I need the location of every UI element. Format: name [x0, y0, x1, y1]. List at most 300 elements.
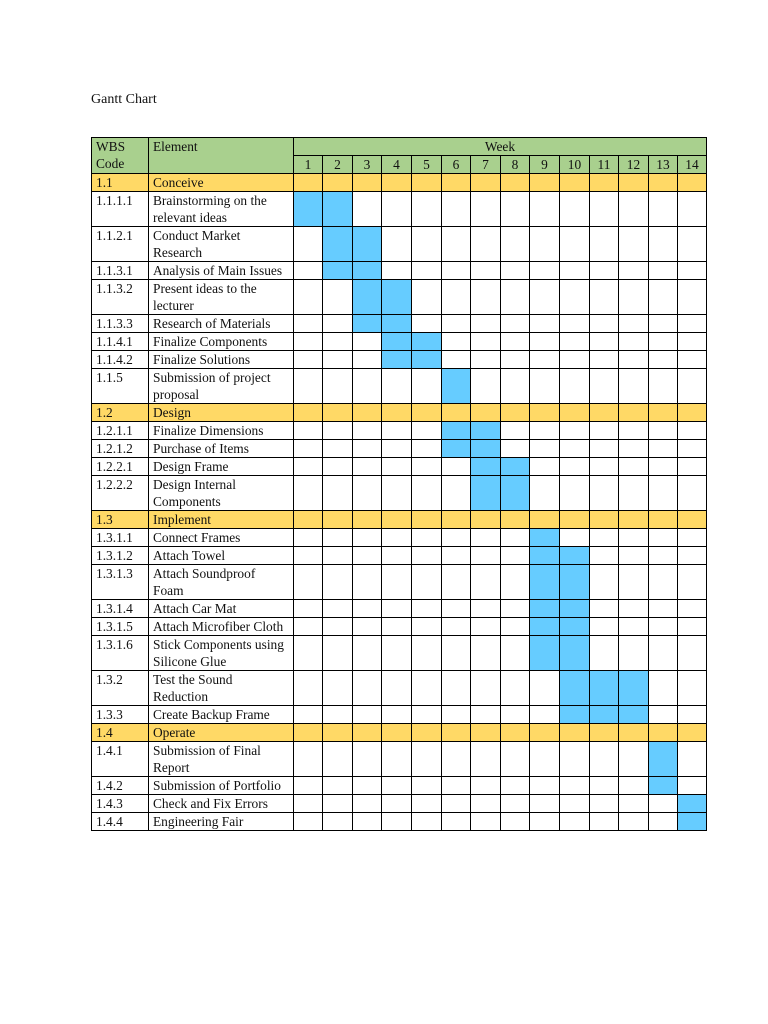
week-number-header: 10 [560, 156, 590, 174]
week-cell [323, 565, 353, 600]
week-cell [471, 404, 501, 422]
week-cell [471, 529, 501, 547]
week-cell [560, 262, 590, 280]
week-cell [590, 227, 619, 262]
week-cell [560, 280, 590, 315]
week-cell [678, 565, 707, 600]
week-cell [382, 636, 412, 671]
week-cell [590, 404, 619, 422]
week-cell [501, 795, 530, 813]
week-cell [530, 706, 560, 724]
week-cell [649, 547, 678, 565]
week-cell [412, 440, 442, 458]
week-cell [530, 192, 560, 227]
phase-row [92, 511, 707, 529]
week-cell [442, 565, 471, 600]
week-cell [560, 404, 590, 422]
week-cell [412, 476, 442, 511]
wbs-code-cell: 1.1.3.1 [92, 262, 149, 280]
week-cell [323, 315, 353, 333]
week-cell [353, 476, 382, 511]
week-cell [412, 315, 442, 333]
element-cell: Attach Soundproof Foam [149, 565, 294, 600]
week-cell [382, 174, 412, 192]
week-cell [382, 227, 412, 262]
week-cell [382, 369, 412, 404]
week-cell [382, 458, 412, 476]
element-cell: Submission of Portfolio [149, 777, 294, 795]
gantt-bar-cell [560, 565, 590, 600]
gantt-bar-cell [382, 351, 412, 369]
gantt-bar-cell [471, 476, 501, 511]
element-cell: Finalize Components [149, 333, 294, 351]
wbs-code-cell: 1.3.1.2 [92, 547, 149, 565]
task-row [92, 742, 707, 777]
week-cell [560, 813, 590, 831]
week-cell [619, 440, 649, 458]
week-cell [471, 742, 501, 777]
gantt-bar-cell [560, 600, 590, 618]
week-cell [353, 422, 382, 440]
week-cell [353, 636, 382, 671]
week-cell [323, 636, 353, 671]
week-cell [649, 262, 678, 280]
week-cell [471, 280, 501, 315]
week-cell [353, 547, 382, 565]
week-cell [619, 724, 649, 742]
wbs-code-cell: 1.1.3.2 [92, 280, 149, 315]
week-cell [353, 458, 382, 476]
gantt-bar-cell [530, 600, 560, 618]
week-number-header: 4 [382, 156, 412, 174]
week-cell [442, 777, 471, 795]
week-cell [412, 529, 442, 547]
week-cell [530, 404, 560, 422]
week-cell [590, 422, 619, 440]
wbs-code-cell: 1.3.2 [92, 671, 149, 706]
gantt-bar-cell [530, 529, 560, 547]
week-cell [323, 476, 353, 511]
week-cell [501, 192, 530, 227]
week-cell [678, 422, 707, 440]
week-cell [649, 636, 678, 671]
week-cell [294, 777, 323, 795]
week-number-header: 7 [471, 156, 501, 174]
gantt-bar-cell [382, 280, 412, 315]
week-cell [382, 192, 412, 227]
wbs-code-cell: 1.2.1.2 [92, 440, 149, 458]
week-cell [294, 600, 323, 618]
week-cell [619, 280, 649, 315]
week-cell [530, 174, 560, 192]
week-cell [560, 458, 590, 476]
week-cell [412, 671, 442, 706]
week-cell [590, 476, 619, 511]
week-cell [471, 547, 501, 565]
week-cell [442, 262, 471, 280]
gantt-bar-cell [560, 618, 590, 636]
gantt-bar-cell [382, 315, 412, 333]
week-number-header: 12 [619, 156, 649, 174]
week-cell [530, 351, 560, 369]
week-cell [294, 476, 323, 511]
task-row [92, 192, 707, 227]
week-cell [382, 742, 412, 777]
gantt-bar-cell [442, 422, 471, 440]
task-row [92, 369, 707, 404]
gantt-bar-cell [323, 192, 353, 227]
gantt-bar-cell [382, 333, 412, 351]
week-cell [678, 174, 707, 192]
week-cell [294, 636, 323, 671]
task-row [92, 458, 707, 476]
element-cell: Finalize Solutions [149, 351, 294, 369]
week-cell [501, 404, 530, 422]
week-cell [501, 315, 530, 333]
element-cell: Research of Materials [149, 315, 294, 333]
week-cell [649, 369, 678, 404]
task-row [92, 600, 707, 618]
week-cell [590, 351, 619, 369]
week-cell [294, 458, 323, 476]
week-cell [560, 476, 590, 511]
week-cell [619, 600, 649, 618]
week-cell [649, 315, 678, 333]
week-cell [471, 227, 501, 262]
element-cell: Attach Microfiber Cloth [149, 618, 294, 636]
week-cell [530, 511, 560, 529]
week-cell [619, 636, 649, 671]
week-cell [412, 192, 442, 227]
week-cell [323, 511, 353, 529]
wbs-code-cell: 1.3.3 [92, 706, 149, 724]
week-cell [471, 369, 501, 404]
week-cell [382, 565, 412, 600]
week-cell [323, 174, 353, 192]
week-cell [294, 422, 323, 440]
wbs-code-cell: 1.1.4.1 [92, 333, 149, 351]
week-cell [294, 511, 323, 529]
element-cell: Submission of project proposal [149, 369, 294, 404]
week-cell [471, 174, 501, 192]
week-cell [353, 600, 382, 618]
week-cell [353, 742, 382, 777]
week-number-header: 1 [294, 156, 323, 174]
week-cell [353, 192, 382, 227]
week-cell [471, 706, 501, 724]
week-cell [442, 333, 471, 351]
week-cell [619, 369, 649, 404]
week-cell [382, 671, 412, 706]
week-cell [501, 440, 530, 458]
week-cell [619, 511, 649, 529]
week-cell [323, 742, 353, 777]
element-cell: Design [149, 404, 294, 422]
gantt-bar-cell [353, 262, 382, 280]
week-cell [382, 813, 412, 831]
phase-row [92, 174, 707, 192]
week-cell [530, 315, 560, 333]
week-cell [678, 777, 707, 795]
week-cell [501, 777, 530, 795]
week-cell [678, 600, 707, 618]
week-cell [294, 671, 323, 706]
week-cell [382, 404, 412, 422]
week-cell [294, 795, 323, 813]
week-cell [501, 565, 530, 600]
week-cell [590, 511, 619, 529]
week-cell [382, 618, 412, 636]
week-cell [382, 422, 412, 440]
gantt-bar-cell [353, 315, 382, 333]
week-cell [442, 192, 471, 227]
week-number-header: 8 [501, 156, 530, 174]
week-cell [590, 600, 619, 618]
task-row [92, 671, 707, 706]
week-cell [353, 706, 382, 724]
week-cell [590, 174, 619, 192]
week-cell [678, 671, 707, 706]
week-cell [501, 724, 530, 742]
week-cell [590, 369, 619, 404]
week-cell [412, 280, 442, 315]
week-number-header: 3 [353, 156, 382, 174]
gantt-bar-cell [619, 706, 649, 724]
wbs-code-cell: 1.3.1.5 [92, 618, 149, 636]
week-cell [501, 422, 530, 440]
task-row [92, 422, 707, 440]
element-cell: Purchase of Items [149, 440, 294, 458]
week-cell [619, 458, 649, 476]
wbs-code-cell: 1.2 [92, 404, 149, 422]
element-cell: Stick Components using Silicone Glue [149, 636, 294, 671]
week-cell [530, 742, 560, 777]
gantt-bar-cell [619, 671, 649, 706]
week-cell [471, 315, 501, 333]
gantt-bar-cell [353, 227, 382, 262]
phase-row [92, 404, 707, 422]
week-cell [442, 547, 471, 565]
week-cell [442, 636, 471, 671]
week-cell [619, 777, 649, 795]
week-cell [530, 476, 560, 511]
week-cell [678, 351, 707, 369]
week-cell [678, 636, 707, 671]
element-cell: Attach Car Mat [149, 600, 294, 618]
week-cell [619, 565, 649, 600]
week-cell [294, 813, 323, 831]
week-cell [649, 192, 678, 227]
week-cell [382, 600, 412, 618]
gantt-bar-cell [678, 813, 707, 831]
week-cell [590, 636, 619, 671]
week-cell [412, 174, 442, 192]
week-cell [678, 618, 707, 636]
week-cell [678, 742, 707, 777]
wbs-code-cell: 1.1.2.1 [92, 227, 149, 262]
week-cell [412, 724, 442, 742]
week-cell [471, 618, 501, 636]
week-cell [442, 671, 471, 706]
task-row [92, 333, 707, 351]
week-cell [590, 280, 619, 315]
week-cell [560, 724, 590, 742]
week-cell [649, 174, 678, 192]
week-cell [412, 547, 442, 565]
week-cell [353, 529, 382, 547]
week-cell [412, 742, 442, 777]
wbs-code-cell: 1.4.4 [92, 813, 149, 831]
element-header: Element [149, 138, 294, 174]
task-row [92, 440, 707, 458]
week-cell [590, 192, 619, 227]
week-cell [323, 795, 353, 813]
week-cell [442, 529, 471, 547]
week-cell [412, 706, 442, 724]
week-cell [353, 795, 382, 813]
week-cell [619, 742, 649, 777]
week-cell [530, 458, 560, 476]
task-row [92, 706, 707, 724]
week-cell [649, 422, 678, 440]
week-cell [678, 547, 707, 565]
week-cell [323, 280, 353, 315]
week-cell [560, 529, 590, 547]
week-cell [590, 777, 619, 795]
week-cell [442, 795, 471, 813]
task-row [92, 476, 707, 511]
element-cell: Design Frame [149, 458, 294, 476]
gantt-bar-cell [412, 351, 442, 369]
week-cell [619, 227, 649, 262]
week-number-header: 6 [442, 156, 471, 174]
week-cell [353, 511, 382, 529]
week-cell [323, 440, 353, 458]
week-cell [649, 600, 678, 618]
week-cell [619, 813, 649, 831]
week-cell [412, 795, 442, 813]
gantt-bar-cell [678, 795, 707, 813]
week-cell [442, 315, 471, 333]
week-cell [442, 742, 471, 777]
week-cell [560, 369, 590, 404]
task-row [92, 529, 707, 547]
week-cell [649, 813, 678, 831]
week-cell [294, 529, 323, 547]
task-row [92, 813, 707, 831]
week-cell [471, 636, 501, 671]
week-cell [649, 706, 678, 724]
week-cell [323, 351, 353, 369]
week-cell [619, 315, 649, 333]
gantt-bar-cell [471, 458, 501, 476]
element-cell: Attach Towel [149, 547, 294, 565]
task-row [92, 795, 707, 813]
week-cell [353, 333, 382, 351]
week-cell [353, 565, 382, 600]
week-cell [353, 777, 382, 795]
wbs-code-cell: 1.4.1 [92, 742, 149, 777]
task-row [92, 262, 707, 280]
week-cell [501, 529, 530, 547]
element-cell: Present ideas to the lecturer [149, 280, 294, 315]
week-cell [353, 618, 382, 636]
week-cell [560, 511, 590, 529]
week-cell [678, 529, 707, 547]
week-cell [412, 565, 442, 600]
week-cell [323, 547, 353, 565]
week-cell [323, 671, 353, 706]
gantt-bar-cell [501, 458, 530, 476]
week-cell [471, 724, 501, 742]
week-cell [501, 262, 530, 280]
week-cell [649, 671, 678, 706]
wbs-code-cell: 1.1 [92, 174, 149, 192]
week-cell [442, 724, 471, 742]
page-title: Gantt Chart [91, 92, 157, 107]
header-row [92, 138, 707, 156]
week-cell [294, 333, 323, 351]
week-cell [649, 280, 678, 315]
week-cell [442, 404, 471, 422]
task-row [92, 777, 707, 795]
week-cell [501, 671, 530, 706]
week-cell [382, 440, 412, 458]
week-cell [294, 742, 323, 777]
week-cell [590, 529, 619, 547]
week-cell [323, 600, 353, 618]
element-cell: Check and Fix Errors [149, 795, 294, 813]
week-cell [323, 724, 353, 742]
wbs-code-cell: 1.2.2.2 [92, 476, 149, 511]
week-cell [590, 333, 619, 351]
week-cell [530, 280, 560, 315]
element-cell: Brainstorming on the relevant ideas [149, 192, 294, 227]
week-cell [590, 795, 619, 813]
week-cell [619, 476, 649, 511]
week-cell [678, 458, 707, 476]
week-cell [678, 280, 707, 315]
element-cell: Engineering Fair [149, 813, 294, 831]
week-cell [501, 618, 530, 636]
week-cell [442, 458, 471, 476]
week-cell [323, 706, 353, 724]
week-cell [471, 351, 501, 369]
week-cell [382, 795, 412, 813]
week-cell [501, 636, 530, 671]
gantt-bar-cell [560, 547, 590, 565]
gantt-bar-cell [323, 262, 353, 280]
task-row [92, 547, 707, 565]
week-cell [353, 369, 382, 404]
week-cell [471, 192, 501, 227]
week-cell [442, 511, 471, 529]
element-cell: Finalize Dimensions [149, 422, 294, 440]
element-cell: Test the Sound Reduction [149, 671, 294, 706]
week-cell [530, 333, 560, 351]
week-cell [590, 565, 619, 600]
week-cell [560, 174, 590, 192]
gantt-table [91, 137, 707, 831]
week-cell [678, 404, 707, 422]
wbs-code-cell: 1.3.1.4 [92, 600, 149, 618]
week-cell [530, 777, 560, 795]
week-cell [501, 706, 530, 724]
week-cell [412, 227, 442, 262]
week-cell [412, 404, 442, 422]
task-row [92, 227, 707, 262]
week-cell [353, 813, 382, 831]
